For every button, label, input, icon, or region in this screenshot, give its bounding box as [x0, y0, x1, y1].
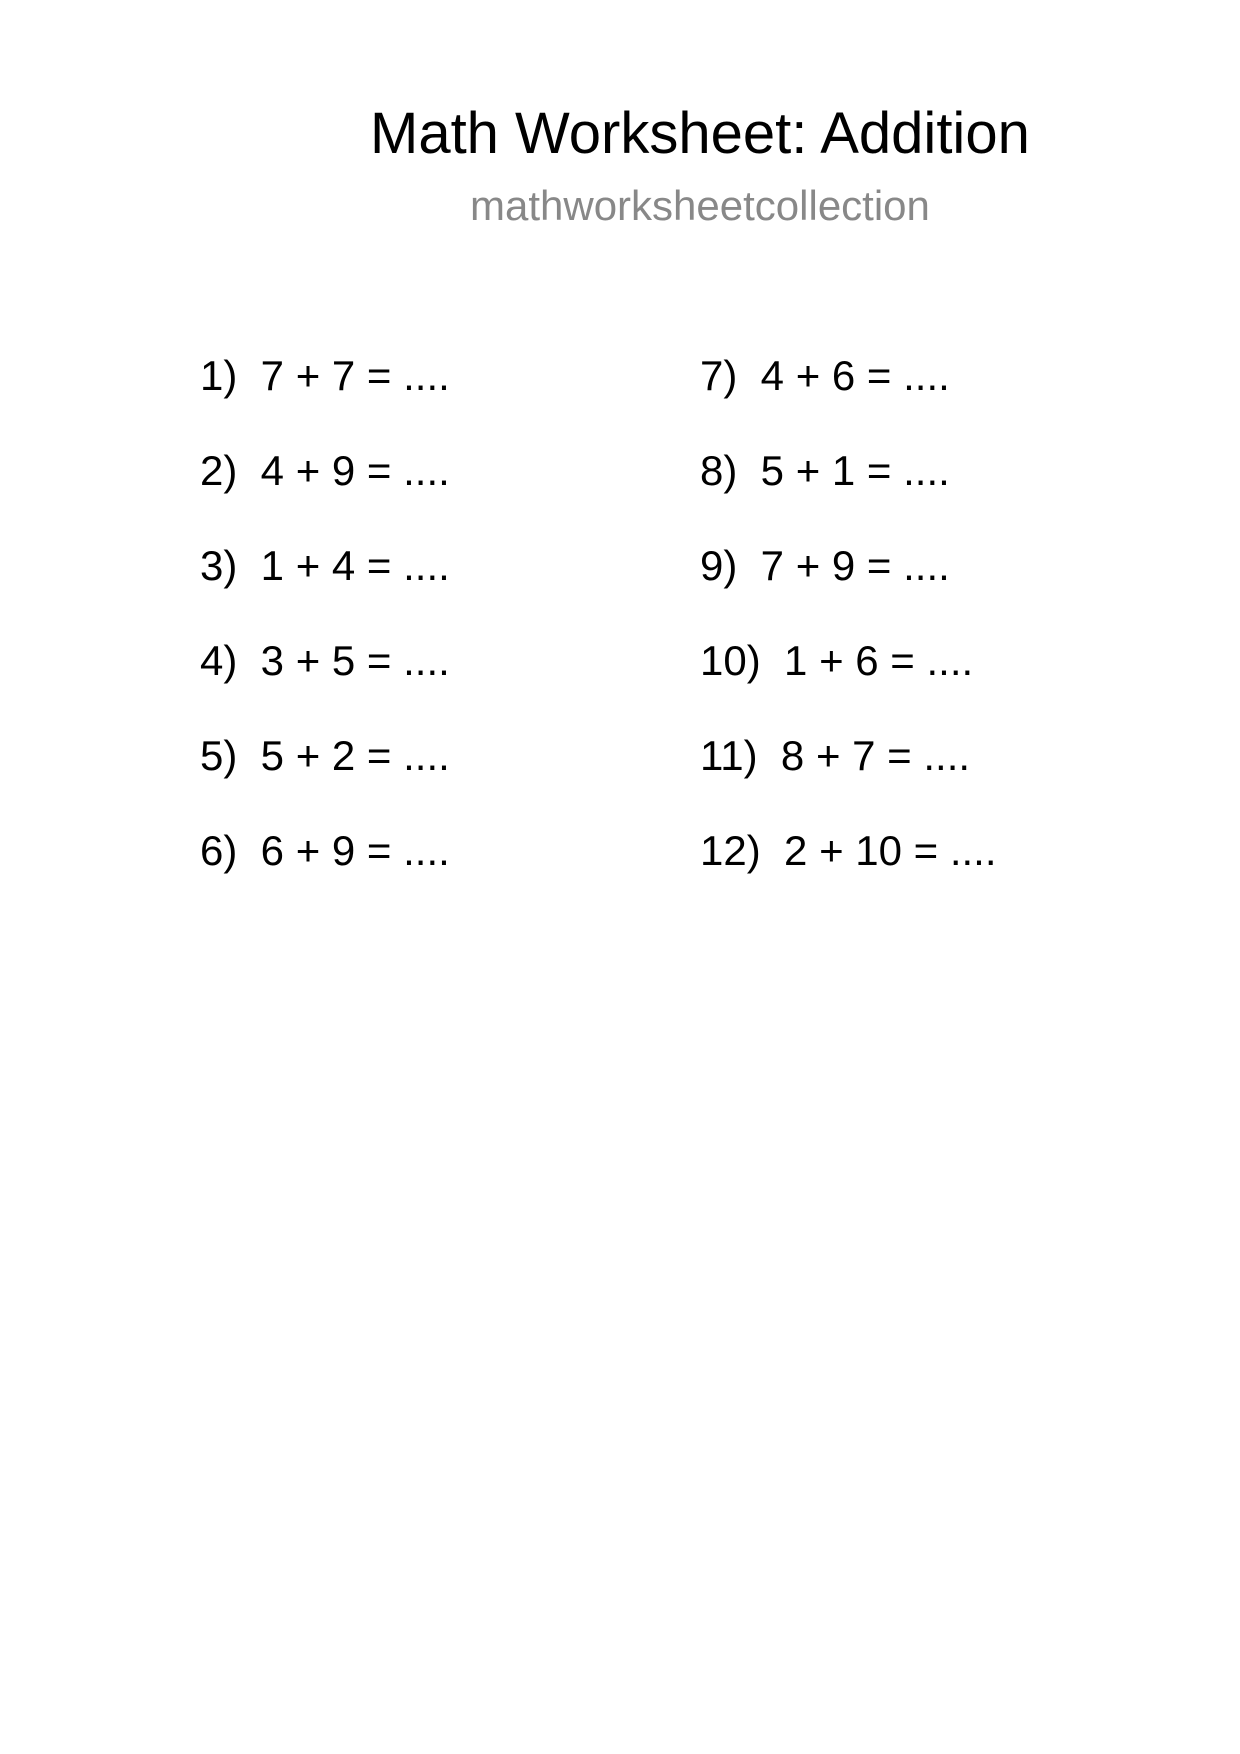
problem-item: 1) 7 + 7 = ....: [200, 352, 450, 399]
problem-item: 9) 7 + 9 = ....: [700, 542, 950, 589]
page-title: Math Worksheet: Addition: [370, 101, 1030, 166]
problem-item: 2) 4 + 9 = ....: [200, 447, 450, 494]
problem-column-right: [700, 346, 997, 916]
problem-item: 8) 5 + 1 = ....: [700, 447, 950, 494]
problem-item: 7) 4 + 6 = ....: [700, 352, 950, 399]
problem-item: 4) 3 + 5 = ....: [200, 637, 450, 684]
page-subtitle: mathworksheetcollection: [470, 182, 930, 229]
problem-item: 5) 5 + 2 = ....: [200, 732, 450, 779]
problem-item: 11) 8 + 7 = ....: [700, 732, 971, 779]
problem-column-left: [200, 346, 450, 916]
problem-item: 10) 1 + 6 = ....: [700, 637, 974, 684]
problem-item: 12) 2 + 10 = ....: [700, 827, 997, 874]
problem-item: 6) 6 + 9 = ....: [200, 827, 450, 874]
problem-item: 3) 1 + 4 = ....: [200, 542, 450, 589]
